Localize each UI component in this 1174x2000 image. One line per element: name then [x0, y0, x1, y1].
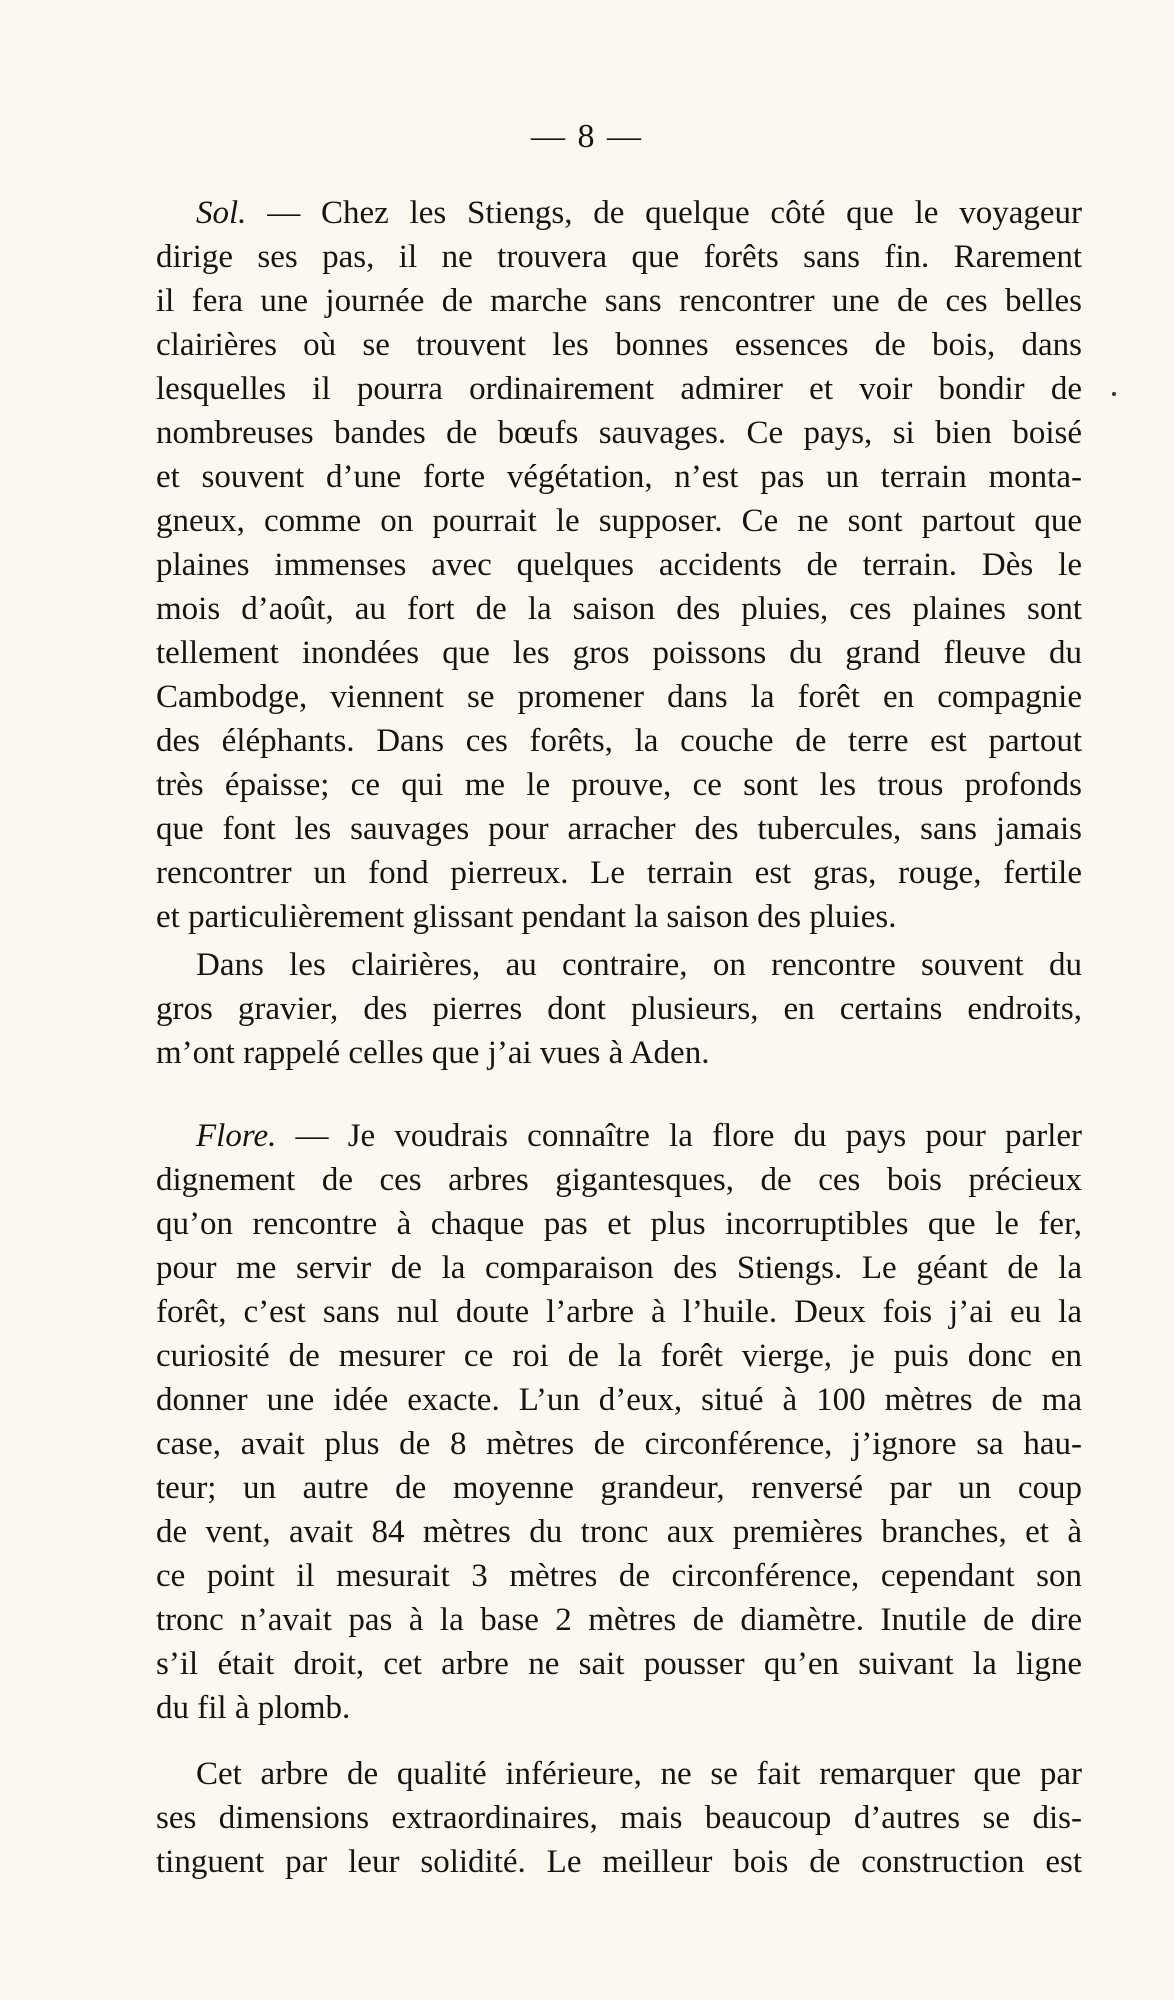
- text-line: gros gravier, des pierres dont plusieurs, en certains endroits,: [156, 991, 1082, 1027]
- text-line: tronc n’avait pas à la base 2 mètres de diamètre. Inutile de dire: [156, 1602, 1082, 1638]
- paragraph-cet-arbre: [156, 1752, 1082, 1884]
- paragraph-flore: [156, 1114, 1082, 1730]
- text-line: plaines immenses avec quelques accidents de terrain. Dès le: [156, 547, 1082, 583]
- paragraph-sol: [156, 191, 1082, 939]
- text-line: case, avait plus de 8 mètres de circonférence, j’ignore sa hau-: [156, 1426, 1082, 1462]
- text-line: s’il était droit, cet arbre ne sait pousser qu’en suivant la ligne: [156, 1646, 1082, 1682]
- text-line: pour me servir de la comparaison des Stiengs. Le géant de la: [156, 1250, 1082, 1286]
- text-line: du fil à plomb.: [156, 1690, 351, 1726]
- text-line: Cet arbre de qualité inférieure, ne se fait remarquer que par: [196, 1756, 1082, 1792]
- text-line: tinguent par leur solidité. Le meilleur bois de construction est: [156, 1844, 1082, 1880]
- text-line: Dans les clairières, au contraire, on rencontre souvent du: [196, 947, 1082, 983]
- text-line: curiosité de mesurer ce roi de la forêt vierge, je puis donc en: [156, 1338, 1082, 1374]
- text-line: donner une idée exacte. L’un d’eux, situé à 100 mètres de ma: [156, 1382, 1082, 1418]
- section-lead-flore: Flore.: [196, 1118, 277, 1154]
- text-line: que font les sauvages pour arracher des tubercules, sans jamais: [156, 811, 1082, 847]
- text-line: nombreuses bandes de bœufs sauvages. Ce pays, si bien boisé: [156, 415, 1082, 451]
- text-line: dignement de ces arbres gigantesques, de ces bois précieux: [156, 1162, 1082, 1198]
- text-line: et souvent d’une forte végétation, n’est pas un terrain monta-: [156, 459, 1082, 495]
- text-line: gneux, comme on pourrait le supposer. Ce ne sont partout que: [156, 503, 1082, 539]
- text-line: mois d’août, au fort de la saison des pluies, ces plaines sont: [156, 591, 1082, 627]
- text-line: [156, 191, 1082, 235]
- text-line: et particulièrement glissant pendant la saison des pluies.: [156, 899, 897, 935]
- line-text: — Je voudrais connaître la flore du pays pour parler: [276, 1118, 1082, 1154]
- text-line: forêt, c’est sans nul doute l’arbre à l’huile. Deux fois j’ai eu la: [156, 1294, 1082, 1330]
- page-number: — 8 —: [531, 118, 643, 155]
- text-line: tellement inondées que les gros poissons du grand fleuve du: [156, 635, 1082, 671]
- text-line: m’ont rappelé celles que j’ai vues à Aden.: [156, 1035, 710, 1071]
- paragraph-clairieres: [156, 943, 1082, 1075]
- text-line: [156, 1114, 1082, 1158]
- text-line: teur; un autre de moyenne grandeur, renversé par un coup: [156, 1470, 1082, 1506]
- text-line: rencontrer un fond pierreux. Le terrain est gras, rouge, fertile: [156, 855, 1082, 891]
- line-text: — Chez les Stiengs, de quelque côté que le voyageur: [246, 195, 1082, 231]
- section-lead-sol: Sol.: [196, 195, 247, 231]
- text-line: il fera une journée de marche sans rencontrer une de ces belles: [156, 283, 1082, 319]
- text-line: ses dimensions extraordinaires, mais beaucoup d’autres se dis-: [156, 1800, 1082, 1836]
- text-line: des éléphants. Dans ces forêts, la couche de terre est partout: [156, 723, 1082, 759]
- text-line: Cambodge, viennent se promener dans la forêt en compagnie: [156, 679, 1082, 715]
- text-line: clairières où se trouvent les bonnes essences de bois, dans: [156, 327, 1082, 363]
- text-line: ce point il mesurait 3 mètres de circonférence, cependant son: [156, 1558, 1082, 1594]
- text-line: lesquelles il pourra ordinairement admirer et voir bondir de: [156, 371, 1082, 407]
- print-speck: [1112, 392, 1116, 396]
- text-line: qu’on rencontre à chaque pas et plus incorruptibles que le fer,: [156, 1206, 1082, 1242]
- text-line: très épaisse; ce qui me le prouve, ce sont les trous profonds: [156, 767, 1082, 803]
- text-line: de vent, avait 84 mètres du tronc aux premières branches, et à: [156, 1514, 1082, 1550]
- text-line: dirige ses pas, il ne trouvera que forêts sans fin. Rarement: [156, 239, 1082, 275]
